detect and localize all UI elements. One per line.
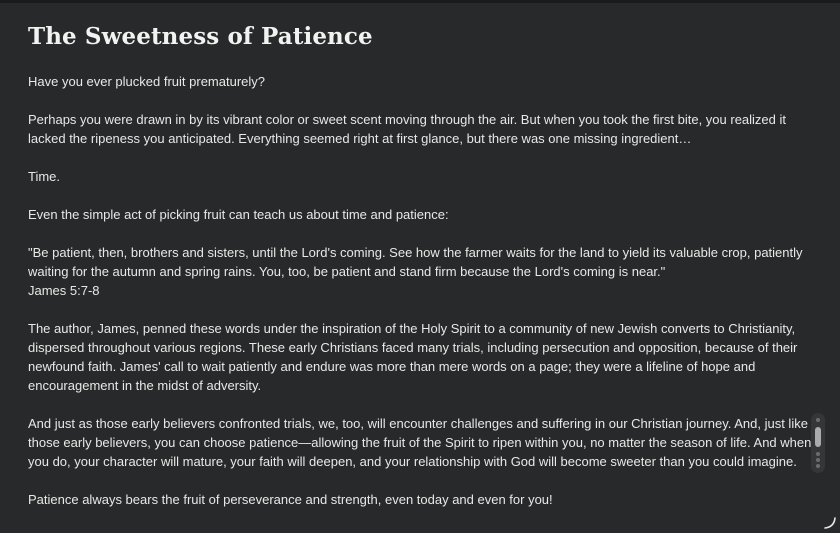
scripture-reference: James 5:7-8 (28, 283, 100, 298)
scrollbar-thumb[interactable] (815, 427, 821, 447)
article-paragraph-6: And just as those early believers confronted trials, we, too, will encounter challenges and suffering in our Christian journey. And, just like those early believers, you can choose patience—allowing the fruit of the Spirit to ripen within you, no matter the season of life. And when you do, your character will mature, your faith will deepen, and your relationship with God will become sweeter than you could imagine. (28, 416, 812, 469)
scroll-dot-icon (816, 452, 820, 456)
article-paragraph-1: Have you ever plucked fruit prematurely? (28, 74, 266, 89)
article-title: The Sweetness of Patience (28, 23, 373, 50)
resize-handle-icon[interactable] (824, 517, 836, 529)
article-paragraph-3: Time. (28, 169, 61, 184)
vertical-scrollbar[interactable] (811, 413, 825, 473)
article-paragraph-5: The author, James, penned these words under the inspiration of the Holy Spirit to a community of new Jewish converts to Christianity, dispersed throughout various regions. These early Christians faced many trials, including persecution and opposition, because of their newfound faith. James' call to wait patiently and endure was more than mere words on a page; they were a lifeline of hope and encouragement in the midst of adversity. (28, 321, 798, 393)
article-content (28, 21, 818, 528)
article-paragraph-4: Even the simple act of picking fruit can teach us about time and patience: (28, 207, 449, 222)
article-paragraph-2: Perhaps you were drawn in by its vibrant color or sweet scent moving through the air. But when you took the first bite, you realized it lacked the ripeness you anticipated. Everything seemed right at first glance, but there was one missing ingredient… (28, 112, 786, 146)
article-paragraph-7: Patience always bears the fruit of perseverance and strength, even today and even for you! (28, 492, 553, 507)
scripture-quote (28, 243, 818, 300)
scroll-up-dot-icon[interactable] (816, 418, 820, 422)
scroll-dot-icon (816, 458, 820, 462)
scripture-quote-text: "Be patient, then, brothers and sisters, until the Lord's coming. See how the farmer waits for the land to yield its valuable crop, patiently waiting for the autumn and spring rains. You, too, be patient and stand firm because the Lord's coming is near." (28, 245, 803, 279)
scroll-down-dot-icon[interactable] (816, 464, 820, 468)
